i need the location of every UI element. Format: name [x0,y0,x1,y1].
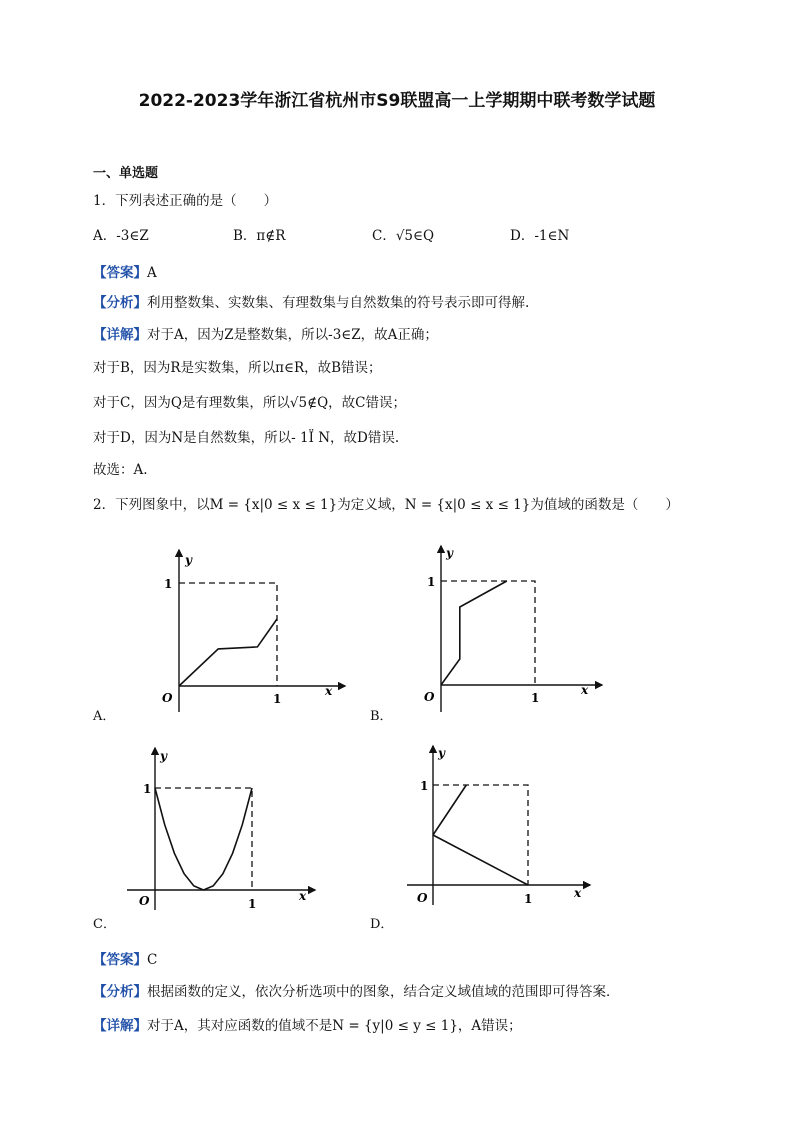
graph-d [400,740,610,920]
x-label: x [325,684,333,698]
graph-b [405,540,615,720]
q1-option-a: A．-3∈Z [93,228,149,244]
q1-option-c: C．√5∈Q [372,228,435,244]
q2-option-c-label: C． [93,917,116,932]
x-label: x [299,889,307,903]
boundary-box [179,583,277,686]
answer-tag: 【答案】 [93,265,147,281]
graph-a [150,540,360,720]
origin-label: O [162,691,173,705]
q2-detail [93,1014,522,1034]
y-label: y [160,749,167,763]
y-label: y [438,746,445,760]
q2-stem: 2．下列图象中，以M = {x|0 ≤ x ≤ 1}为定义域，N = {x|0 ≤ x ≤ 1}为值域的函数是（ ） [93,497,679,513]
x-one-label: 1 [531,691,540,705]
y-one-label: 1 [143,782,152,796]
answer-value: A [147,265,157,281]
x-one-label: 1 [273,692,282,706]
q2-answer [93,948,157,968]
q2-option-a-label: A． [93,709,116,724]
detail-tag: 【详解】 [93,327,147,343]
x-one-label: 1 [248,897,257,911]
function-curve-lower [433,835,528,885]
origin-label: O [139,894,150,908]
y-one-label: 1 [164,577,173,591]
function-curve [179,619,277,686]
q1-option-d: D．-1∈N [510,228,570,244]
q1-conclusion: 故选：A. [93,462,148,478]
q1-analysis [93,291,529,311]
q1-stem: 1．下列表述正确的是（ ） [93,193,278,209]
page-title: 2022-2023学年浙江省杭州市S9联盟高一上学期期中联考数学试题 [138,91,656,111]
y-one-label: 1 [427,575,436,589]
boundary-box [433,785,528,885]
origin-label: O [417,891,428,905]
y-one-label: 1 [420,779,429,793]
function-curve-upper [433,785,466,835]
origin-label: O [424,690,435,704]
q2-option-b-label: B． [370,709,393,724]
detail-text: 对于A，因为Z是整数集，所以-3∈Z，故A正确； [147,327,438,343]
x-label: x [581,683,589,697]
boundary-box [441,581,535,685]
q2-analysis [93,980,620,1000]
analysis-tag: 【分析】 [93,984,147,1000]
q1-detail-3: 对于C，因为Q是有理数集，所以√5∉Q，故C错误； [93,395,406,411]
graph-c [120,740,330,920]
analysis-text: 根据函数的定义，依次分析选项中的图象，结合定义域值域的范围即可得答案． [147,984,620,1000]
x-one-label: 1 [524,892,533,906]
q2-option-d-label: D． [370,917,394,932]
answer-value: C [147,952,158,968]
analysis-text: 利用整数集、实数集、有理数集与自然数集的符号表示即可得解. [147,295,530,311]
function-curve [155,788,252,890]
q1-option-b: B．π∉R [233,228,286,244]
y-label: y [185,553,192,567]
function-curve [441,581,507,685]
section-heading: 一、单选题 [93,166,159,181]
answer-tag: 【答案】 [93,952,147,968]
detail-tag: 【详解】 [93,1018,147,1034]
q1-detail-1 [93,323,438,343]
q1-detail-2: 对于B，因为R是实数集，所以π∈R，故B错误； [93,360,382,376]
analysis-tag: 【分析】 [93,295,147,311]
x-label: x [574,886,582,900]
detail-text: 对于A，其对应函数的值域不是N = {y|0 ≤ y ≤ 1}，A错误； [147,1018,522,1034]
q1-answer [93,261,157,281]
y-label: y [446,546,453,560]
q1-detail-4: 对于D，因为N是自然数集，所以- 1Ï N，故D错误. [93,430,400,446]
